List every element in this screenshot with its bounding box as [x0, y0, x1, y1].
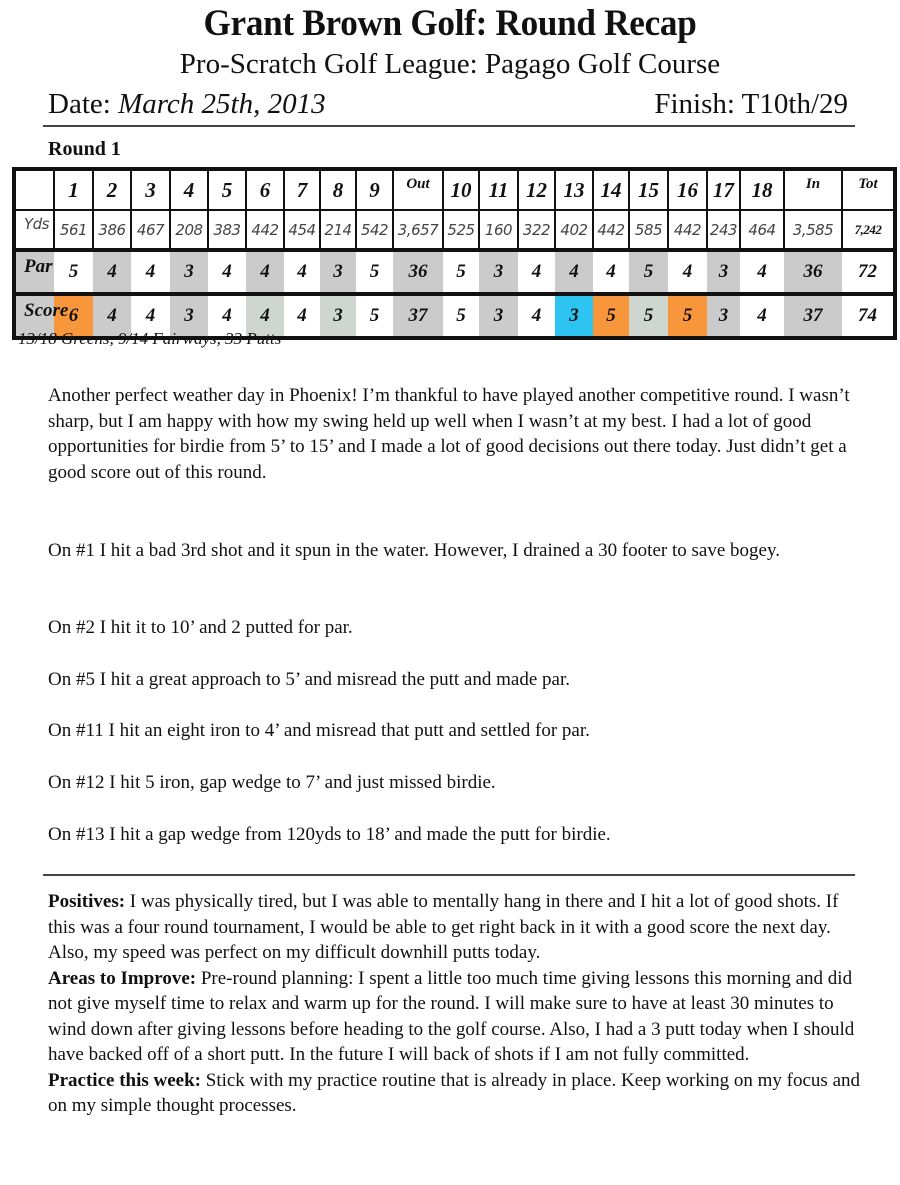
- improve-text: Pre-round planning: I spent a little too much time giving lessons this morning and did not give myself time to relax and warm up for the round. I will make sure to have at least 30 minutes to wind down after giving lessons before heading to the golf course. Also, I had a 3 putt today when I should have backed off of a short putt. In the future I will back of shots if I am not fully committed.: [48, 967, 855, 1065]
- positives-text: I was physically tired, but I was able to mentally hang in there and I hit a lot of good shots. If this was a four round tournament, I would be able to get right back in it with a good score the next day. Also, my speed was perfect on my difficult downhill putts today.: [48, 891, 839, 963]
- hole-header: 9: [356, 169, 393, 210]
- improve-label: Areas to Improve:: [48, 967, 197, 989]
- par-row: [14, 250, 895, 294]
- score-cell: 3: [555, 294, 593, 338]
- hole-header: 10: [443, 169, 479, 210]
- yards-cell: 386: [93, 210, 131, 250]
- yards-cell: 214: [320, 210, 356, 250]
- score-cell: 4: [208, 294, 246, 338]
- scorecard-table: [12, 167, 897, 340]
- yards-cell: 442: [246, 210, 284, 250]
- par-cell: 36: [784, 250, 842, 294]
- hole-note-13: On #13 I hit a gap wedge from 120yds to 18’ and made the putt for birdie.: [48, 824, 611, 845]
- hole-header: Tot: [842, 169, 895, 210]
- yards-cell: 7,242: [842, 210, 895, 250]
- yards-cell: 402: [555, 210, 593, 250]
- holes-row: [14, 169, 895, 210]
- header-divider: [43, 125, 855, 127]
- score-cell: 4: [740, 294, 784, 338]
- par-cell: 5: [443, 250, 479, 294]
- score-cell: 4: [93, 294, 131, 338]
- yards-cell: 454: [284, 210, 320, 250]
- yards-cell: 542: [356, 210, 393, 250]
- hole-header: 3: [131, 169, 170, 210]
- positives-label: Positives:: [48, 891, 126, 912]
- hole-note-1: On #1 I hit a bad 3rd shot and it spun in the water. However, I drained a 30 footer to save bogey.: [48, 540, 780, 561]
- score-cell: 37: [393, 294, 443, 338]
- yards-cell: 585: [629, 210, 668, 250]
- improve-section: [48, 966, 863, 1068]
- par-cell: 4: [740, 250, 784, 294]
- par-cell: 72: [842, 250, 895, 294]
- score-cell: 4: [246, 294, 284, 338]
- score-label: Score: [14, 294, 54, 338]
- practice-section: [48, 1068, 863, 1119]
- par-cell: 4: [284, 250, 320, 294]
- score-cell: 3: [479, 294, 518, 338]
- par-cell: 4: [208, 250, 246, 294]
- yards-cell: 467: [131, 210, 170, 250]
- score-cell: 5: [593, 294, 629, 338]
- hole-header: Out: [393, 169, 443, 210]
- date-value: March 25th, 2013: [118, 88, 326, 120]
- yards-label: Yds: [14, 210, 54, 250]
- yards-cell: 322: [518, 210, 555, 250]
- score-cell: 3: [707, 294, 740, 338]
- par-cell: 3: [479, 250, 518, 294]
- par-cell: 4: [93, 250, 131, 294]
- hole-header: 13: [555, 169, 593, 210]
- score-cell: 4: [518, 294, 555, 338]
- date-line: [48, 88, 326, 121]
- round-review: [48, 889, 863, 1119]
- par-cell: 5: [629, 250, 668, 294]
- score-cell: 5: [629, 294, 668, 338]
- hole-header: 4: [170, 169, 208, 210]
- score-cell: 3: [170, 294, 208, 338]
- par-cell: 3: [320, 250, 356, 294]
- par-cell: 5: [54, 250, 93, 294]
- hole-header: 18: [740, 169, 784, 210]
- hole-header: 14: [593, 169, 629, 210]
- date-label: Date:: [48, 88, 119, 120]
- hole-header: 12: [518, 169, 555, 210]
- yards-cell: 464: [740, 210, 784, 250]
- round-label: Round 1: [48, 138, 121, 160]
- hole-note-11: On #11 I hit an eight iron to 4’ and misread that putt and settled for par.: [48, 720, 590, 741]
- score-cell: 3: [320, 294, 356, 338]
- round-summary: [48, 383, 868, 485]
- hole-header: 11: [479, 169, 518, 210]
- par-cell: 4: [555, 250, 593, 294]
- yards-cell: 442: [593, 210, 629, 250]
- yards-cell: 442: [668, 210, 707, 250]
- par-cell: 36: [393, 250, 443, 294]
- hole-header: 16: [668, 169, 707, 210]
- score-cell: 4: [131, 294, 170, 338]
- hole-header: 7: [284, 169, 320, 210]
- score-cell: 4: [284, 294, 320, 338]
- round-stats: 13/18 Greens, 9/14 Fairways, 33 Putts: [18, 329, 282, 348]
- yards-cell: 243: [707, 210, 740, 250]
- par-cell: 4: [131, 250, 170, 294]
- finish-result: Finish: T10th/29: [654, 88, 848, 120]
- score-cell: 5: [356, 294, 393, 338]
- hole-header: 5: [208, 169, 246, 210]
- par-cell: 4: [668, 250, 707, 294]
- par-label: Par: [14, 250, 54, 294]
- par-cell: 4: [246, 250, 284, 294]
- section-divider: [43, 874, 855, 876]
- hole-header: 1: [54, 169, 93, 210]
- page-subtitle: Pro-Scratch Golf League: Pagago Golf Course: [179, 48, 721, 80]
- practice-text: Stick with my practice routine that is already in place. Keep working on my focus and on my simple thought processes.: [48, 1069, 861, 1116]
- hole-header: 15: [629, 169, 668, 210]
- yards-cell: 160: [479, 210, 518, 250]
- par-cell: 4: [518, 250, 555, 294]
- par-cell: 4: [593, 250, 629, 294]
- hole-header: In: [784, 169, 842, 210]
- hole-note-2: On #2 I hit it to 10’ and 2 putted for par.: [48, 617, 353, 638]
- hole-note-5: On #5 I hit a great approach to 5’ and misread the putt and made par.: [48, 669, 570, 690]
- yards-cell: 525: [443, 210, 479, 250]
- par-cell: 5: [356, 250, 393, 294]
- hole-note-12: On #12 I hit 5 iron, gap wedge to 7’ and just missed birdie.: [48, 772, 496, 793]
- practice-label: Practice this week:: [48, 1069, 201, 1091]
- score-cell: 74: [842, 294, 895, 338]
- yards-row: [14, 210, 895, 250]
- score-cell: 37: [784, 294, 842, 338]
- yards-cell: 208: [170, 210, 208, 250]
- hole-header: 8: [320, 169, 356, 210]
- positives-section: [48, 889, 863, 966]
- corner-cell: [14, 169, 54, 210]
- par-cell: 3: [170, 250, 208, 294]
- summary-paragraph: Another perfect weather day in Phoenix! I’m thankful to have played another competitive round. I wasn’t sharp, but I am happy with how my swing held up well when I wasn’t at my best. I had a lot of good opportunities for birdie from 5’ to 15’ and I made a lot of good decisions out there today. Just didn’t get a good score out of this round.: [48, 385, 850, 483]
- score-cell: 5: [443, 294, 479, 338]
- page-title: Grant Brown Golf: Round Recap: [203, 3, 697, 44]
- par-cell: 3: [707, 250, 740, 294]
- hole-header: 17: [707, 169, 740, 210]
- yards-cell: 561: [54, 210, 93, 250]
- hole-header: 2: [93, 169, 131, 210]
- yards-cell: 3,657: [393, 210, 443, 250]
- score-cell: 5: [668, 294, 707, 338]
- score-cell: 6: [54, 294, 93, 338]
- hole-header: 6: [246, 169, 284, 210]
- yards-cell: 383: [208, 210, 246, 250]
- yards-cell: 3,585: [784, 210, 842, 250]
